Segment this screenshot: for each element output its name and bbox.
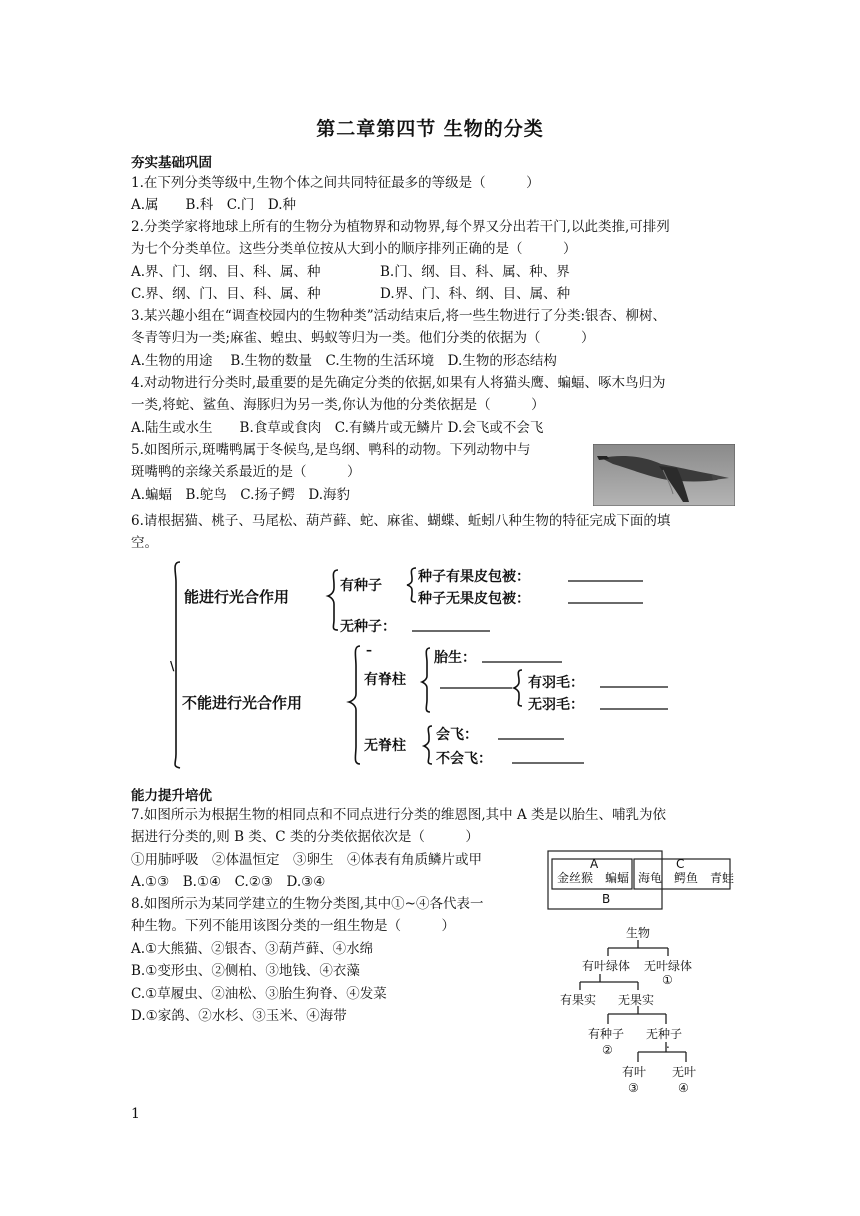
- q5-stem-line2: 斑嘴鸭的亲缘关系最近的是（ ）: [131, 464, 361, 480]
- q7-stem-line3: ①用肺呼吸 ②体温恒定 ③卵生 ④体表有角质鳞片或甲: [131, 852, 482, 868]
- tree-no-seed: 无种子: [646, 1027, 683, 1041]
- tree-no-leaf: 无叶: [672, 1065, 697, 1079]
- tree-no-fruit: 无果实: [618, 993, 655, 1007]
- diagram-vertebrate-label: 有脊柱: [364, 672, 406, 688]
- diagram-invertebrate-label: 无脊柱: [364, 738, 406, 754]
- venn-c-items: 海龟 鳄鱼 青蛙: [638, 871, 734, 885]
- diagram-feather-label: 有羽毛：: [528, 675, 584, 691]
- diagram-no-seed-label: 无种子：: [340, 619, 396, 635]
- diagram-non-photosynthesis-label: 不能进行光合作用: [182, 694, 303, 712]
- diagram-seed-with-fruit-label: 种子有果皮包被：: [418, 569, 530, 585]
- tree-seed: 有种子: [588, 1027, 625, 1041]
- q2-option-b: B.门、纲、目、科、属、种、界: [380, 264, 570, 280]
- classification-tree: [556, 920, 726, 1100]
- tree-number-4: ④: [678, 1081, 689, 1095]
- q7-options: A.①③ B.①④ C.②③ D.③④: [131, 874, 326, 890]
- tree-number-2: ②: [602, 1043, 613, 1057]
- q3-stem-line2: 冬青等归为一类;麻雀、蝗虫、蚂蚁等归为一类。他们分类的依据为（ ）: [131, 330, 595, 346]
- diagram-seed-label: 有种子: [340, 578, 382, 594]
- q3-stem-line1: 3.某兴趣小组在“调查校园内的生物种类”活动结束后,将一些生物进行了分类:银杏、柳树、: [131, 308, 667, 324]
- q7-stem-line1: 7.如图所示为根据生物的相同点和不同点进行分类的维恩图,其中 A 类是以胎生、哺乳为依: [131, 807, 667, 823]
- q8-option-c: C.①草履虫、②油松、③胎生狗脊、④发菜: [131, 986, 387, 1002]
- q7-stem-line2: 据进行分类的,则 B 类、C 类的分类依据依次是（ ）: [131, 829, 479, 845]
- q8-option-b: B.①变形虫、②侧柏、③地钱、④衣藻: [131, 963, 360, 979]
- tree-chlorophyll: 有叶绿体: [582, 959, 631, 973]
- duck-image: [593, 444, 735, 506]
- q8-option-d: D.①家鸽、②水杉、③玉米、④海带: [131, 1008, 347, 1024]
- diagram-fly-label: 会飞：: [436, 727, 478, 743]
- q8-stem-line2: 种生物。下列不能用该图分类的一组生物是（ ）: [131, 918, 455, 934]
- q3-options: A.生物的用途 B.生物的数量 C.生物的生活环境 D.生物的形态结构: [131, 353, 557, 369]
- q6-stem-line1: 6.请根据猫、桃子、马尾松、葫芦藓、蛇、麻雀、蝴蝶、蚯蚓八种生物的特征完成下面的填: [131, 513, 671, 529]
- diagram-no-feather-label: 无羽毛：: [528, 697, 584, 713]
- venn-a-items: 金丝猴 蝙蝠: [557, 871, 630, 885]
- q1-options: A.属 B.科 C.门 D.种: [131, 197, 297, 213]
- diagram-dash-mark: –: [366, 643, 372, 657]
- diagram-viviparous-label: 胎生：: [434, 650, 476, 666]
- q8-option-a: A.①大熊猫、②银杏、③葫芦藓、④水绵: [131, 941, 374, 957]
- tree-diagram: [556, 920, 726, 1100]
- q5-stem-line1: 5.如图所示,斑嘴鸭属于冬候鸟,是鸟纲、鸭科的动物。下列动物中与: [131, 442, 531, 458]
- tree-no-chlorophyll: 无叶绿体: [644, 959, 693, 973]
- tree-number-3: ③: [628, 1081, 639, 1095]
- tree-leaf: 有叶: [622, 1065, 647, 1079]
- q5-options: A.蝙蝠 B.鸵鸟 C.扬子鳄 D.海豹: [131, 487, 351, 503]
- q2-option-a: A.界、门、纲、目、科、属、种: [131, 264, 321, 280]
- venn-label-a: A: [590, 857, 599, 871]
- q4-stem-line2: 一类,将蛇、鲨鱼、海豚归为另一类,你认为他的分类依据是（ ）: [131, 397, 545, 413]
- page-title: 第二章第四节 生物的分类: [316, 118, 544, 140]
- venn-diagram: [546, 849, 734, 911]
- q6-stem-line2: 空。: [131, 535, 158, 551]
- diagram-seed-without-fruit-label: 种子无果皮包被：: [418, 591, 530, 607]
- venn-label-b: B: [602, 892, 611, 906]
- q4-options: A.陆生或水生 B.食草或食肉 C.有鳞片或无鳞片 D.会飞或不会飞: [131, 420, 544, 436]
- tree-number-1: ①: [662, 973, 673, 987]
- classification-diagram: [168, 558, 668, 770]
- tree-root: 生物: [626, 926, 651, 940]
- page-number: 1: [131, 1106, 140, 1122]
- classification-brackets: [168, 558, 668, 770]
- venn-label-c: C: [676, 857, 685, 871]
- tree-dot: .: [666, 1037, 670, 1051]
- venn-boxes: [546, 849, 734, 911]
- q8-stem-line1: 8.如图所示为某同学建立的生物分类图,其中①~④各代表一: [131, 896, 484, 912]
- duck-photo: [593, 444, 735, 506]
- section-heading-advanced: 能力提升培优: [131, 788, 212, 804]
- tree-fruit: 有果实: [560, 993, 597, 1007]
- section-heading-basic: 夯实基础巩固: [131, 155, 212, 171]
- diagram-no-fly-label: 不会飞：: [436, 751, 492, 767]
- q2-stem-line1: 2.分类学家将地球上所有的生物分为植物界和动物界,每个界又分出若干门,以此类推,可排列: [131, 219, 670, 235]
- q4-stem-line1: 4.对动物进行分类时,最重要的是先确定分类的依据,如果有人将猫头鹰、蝙蝠、啄木鸟归为: [131, 375, 666, 391]
- diagram-photosynthesis-label: 能进行光合作用: [184, 588, 290, 606]
- q2-option-d: D.界、门、科、纲、目、属、种: [380, 286, 571, 302]
- q2-stem-line2: 为七个分类单位。这些分类单位按从大到小的顺序排列正确的是（ ）: [131, 241, 577, 257]
- q2-option-c: C.界、纲、门、目、科、属、种: [131, 286, 321, 302]
- q1-stem: 1.在下列分类等级中,生物个体之间共同特征最多的等级是（ ）: [131, 175, 540, 191]
- diagram-side-mark: \: [170, 659, 175, 673]
